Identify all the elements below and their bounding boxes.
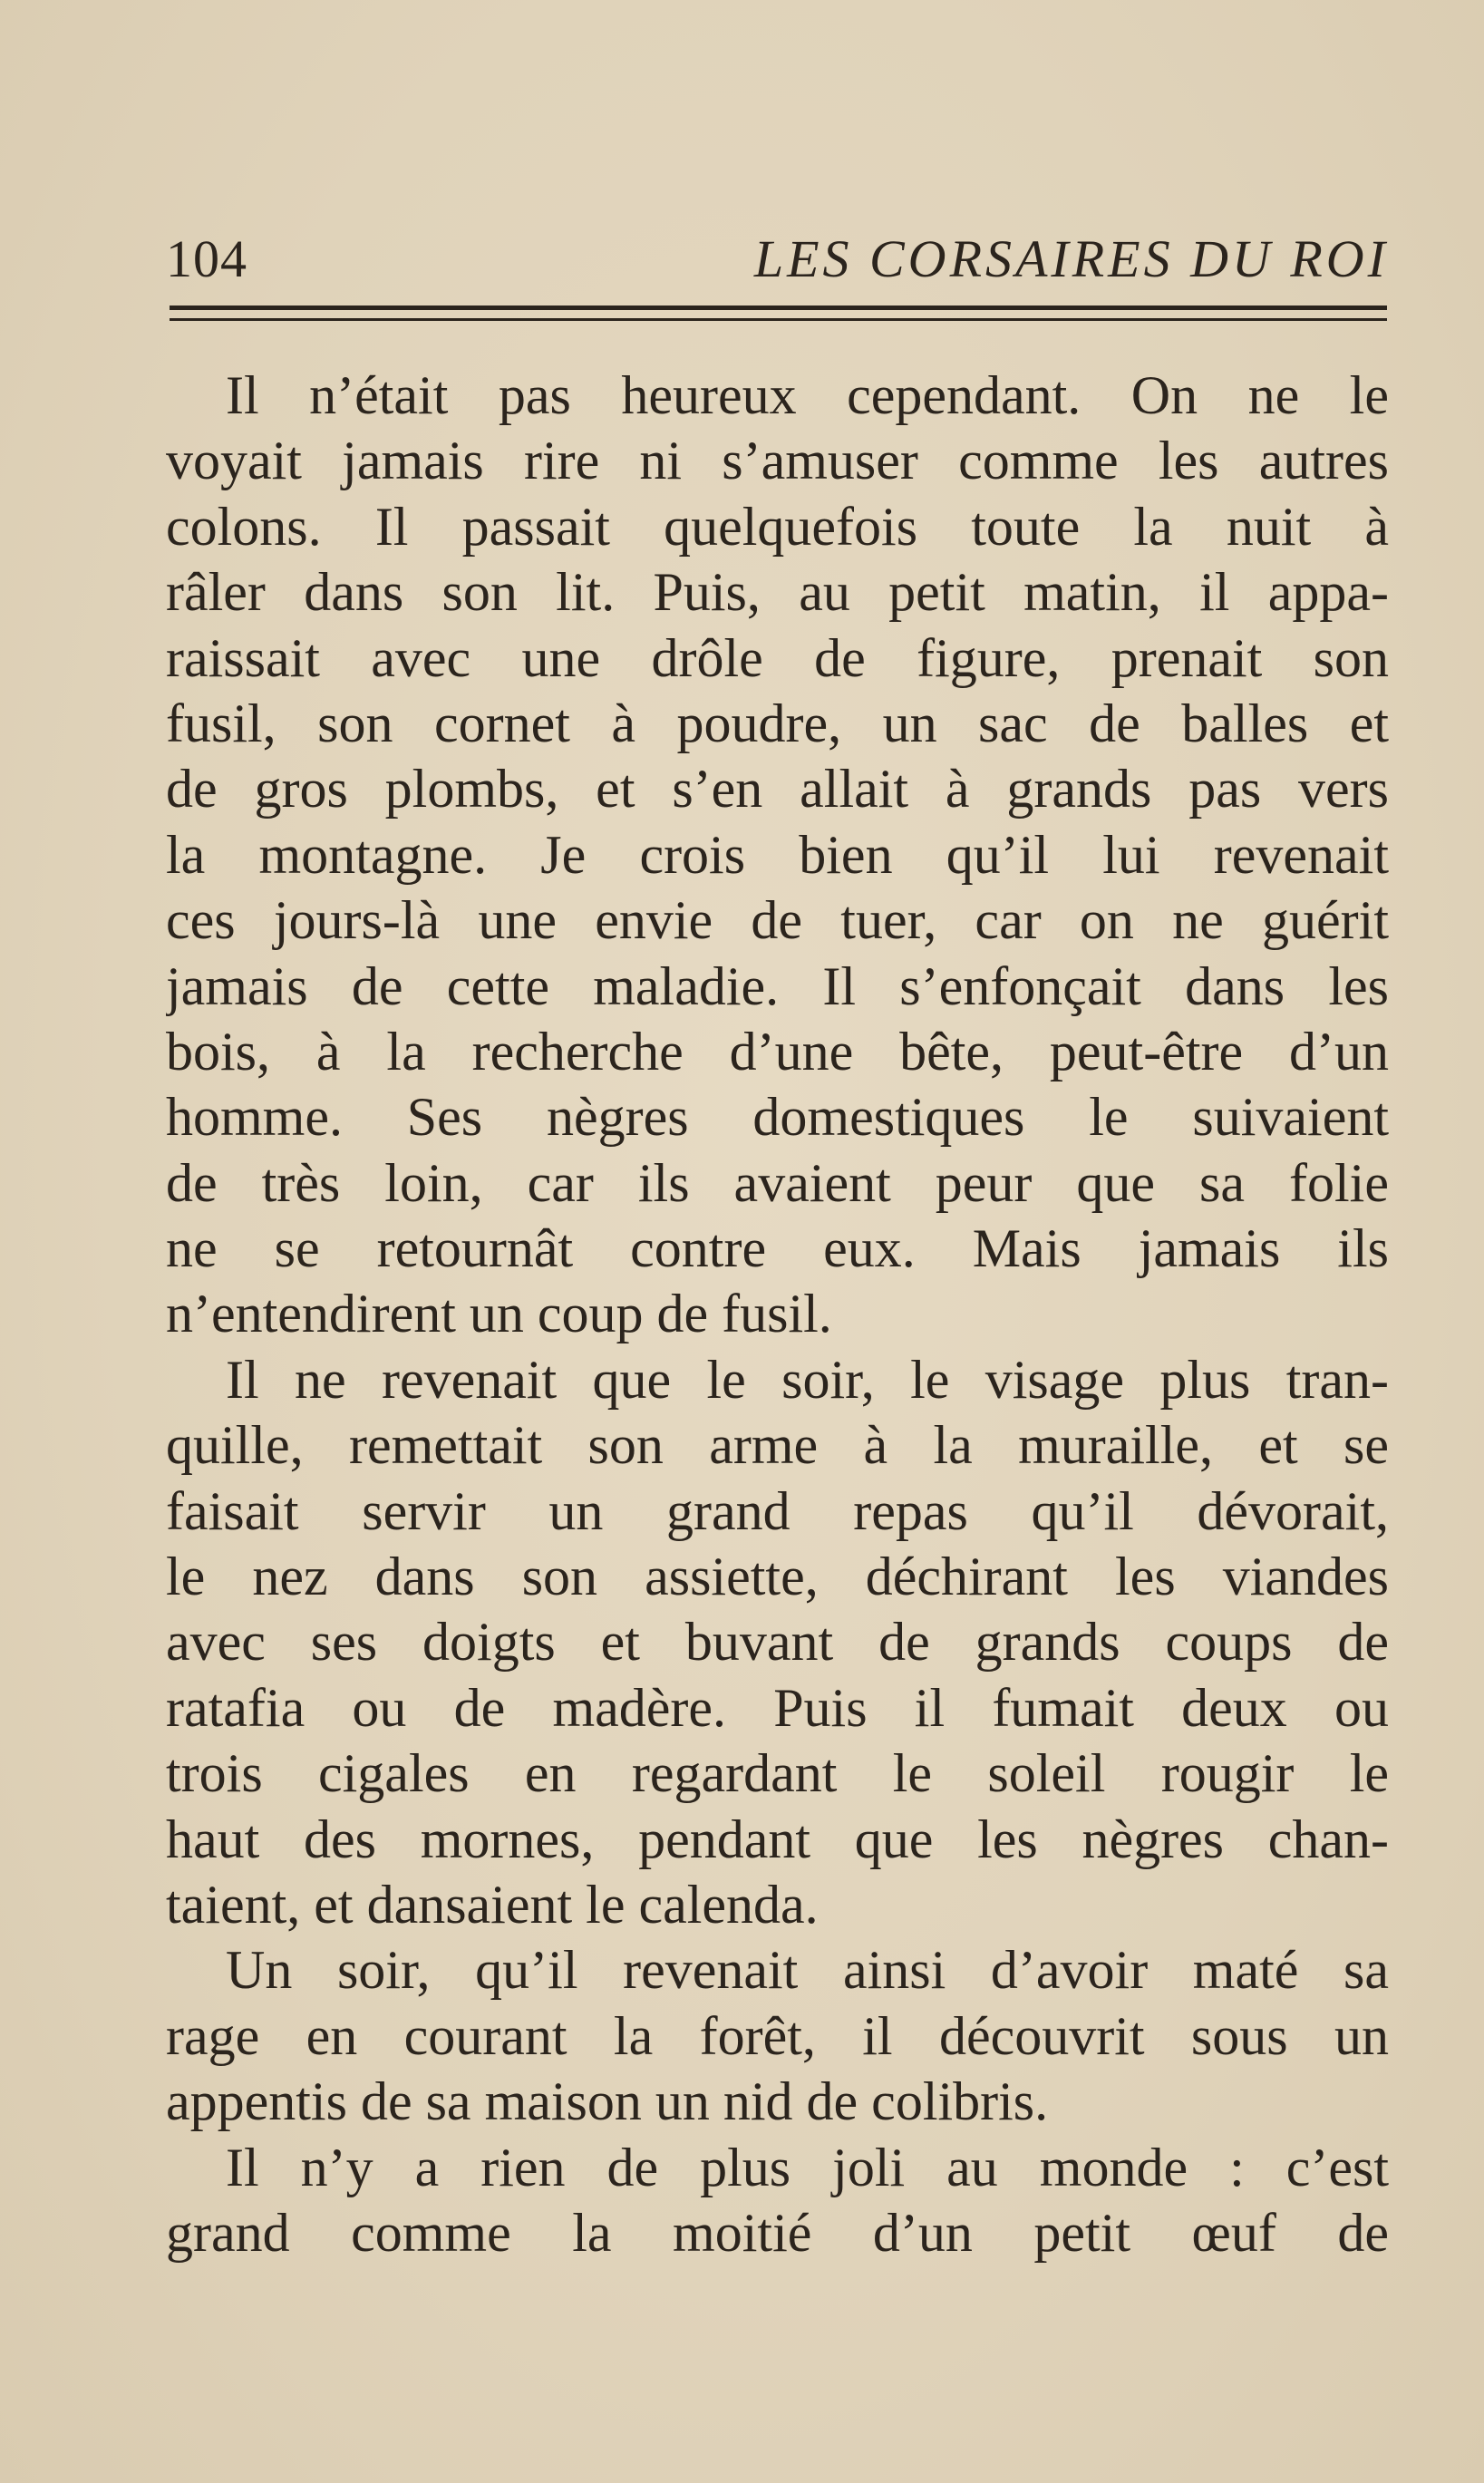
text-line: taient, et dansaient le calenda. — [166, 1874, 819, 1935]
text-line: appentis de sa maison un nid de colibris. — [166, 2071, 1049, 2132]
text-line: haut des mornes, pendant que les nègres chan- — [166, 1809, 1389, 1869]
text-line: Un soir, qu’il revenait ainsi d’avoir maté sa — [226, 1940, 1389, 2001]
text-line: de gros plombs, et s’en allait à grands pas vers — [166, 759, 1389, 820]
text-line: voyait jamais rire ni s’amuser comme les autres — [166, 431, 1389, 491]
page-number: 104 — [166, 229, 247, 288]
text-line: Il ne revenait que le soir, le visage plus tran- — [226, 1349, 1389, 1410]
header-rule-thin — [170, 318, 1387, 321]
text-line: faisait servir un grand repas qu’il dévorait, — [166, 1480, 1389, 1541]
text-line: n’entendirent un coup de fusil. — [166, 1284, 832, 1344]
text-line: quille, remettait son arme à la muraille, et se — [166, 1415, 1389, 1476]
text-line: grand comme la moitié d’un petit œuf de — [166, 2202, 1389, 2263]
text-line: la montagne. Je crois bien qu’il lui revenait — [166, 824, 1389, 885]
text-line: ne se retournât contre eux. Mais jamais ils — [166, 1218, 1389, 1279]
text-line: trois cigales en regardant le soleil rougir le — [166, 1743, 1389, 1804]
body-text — [166, 363, 1389, 2265]
text-line: râler dans son lit. Puis, au petit matin, il appa- — [166, 562, 1389, 623]
text-line: de très loin, car ils avaient peur que sa folie — [166, 1152, 1389, 1213]
text-line: colons. Il passait quelquefois toute la nuit à — [166, 496, 1389, 557]
text-line: ces jours-là une envie de tuer, car on ne guérit — [166, 890, 1389, 951]
page-header — [166, 223, 1389, 296]
text-line: jamais de cette maladie. Il s’enfonçait dans les — [166, 955, 1389, 1016]
text-line: avec ses doigts et buvant de grands coups de — [166, 1612, 1389, 1673]
text-line: Il n’y a rien de plus joli au monde : c’est — [226, 2137, 1389, 2197]
text-line: raissait avec une drôle de figure, prenait son — [166, 627, 1389, 688]
header-rule-thick — [170, 306, 1387, 310]
text-line: ratafia ou de madère. Puis il fumait deux ou — [166, 1677, 1389, 1738]
text-line: Il n’était pas heureux cependant. On ne le — [226, 365, 1389, 425]
text-line: le nez dans son assiette, déchirant les viandes — [166, 1547, 1389, 1607]
text-line: bois, à la recherche d’une bête, peut-être d’un — [166, 1021, 1389, 1081]
text-line: rage en courant la forêt, il découvrit sous un — [166, 2005, 1389, 2066]
text-line: fusil, son cornet à poudre, un sac de balles et — [166, 693, 1389, 753]
text-line: homme. Ses nègres domestiques le suivaient — [166, 1087, 1389, 1148]
running-title: LES CORSAIRES DU ROI — [753, 229, 1389, 288]
